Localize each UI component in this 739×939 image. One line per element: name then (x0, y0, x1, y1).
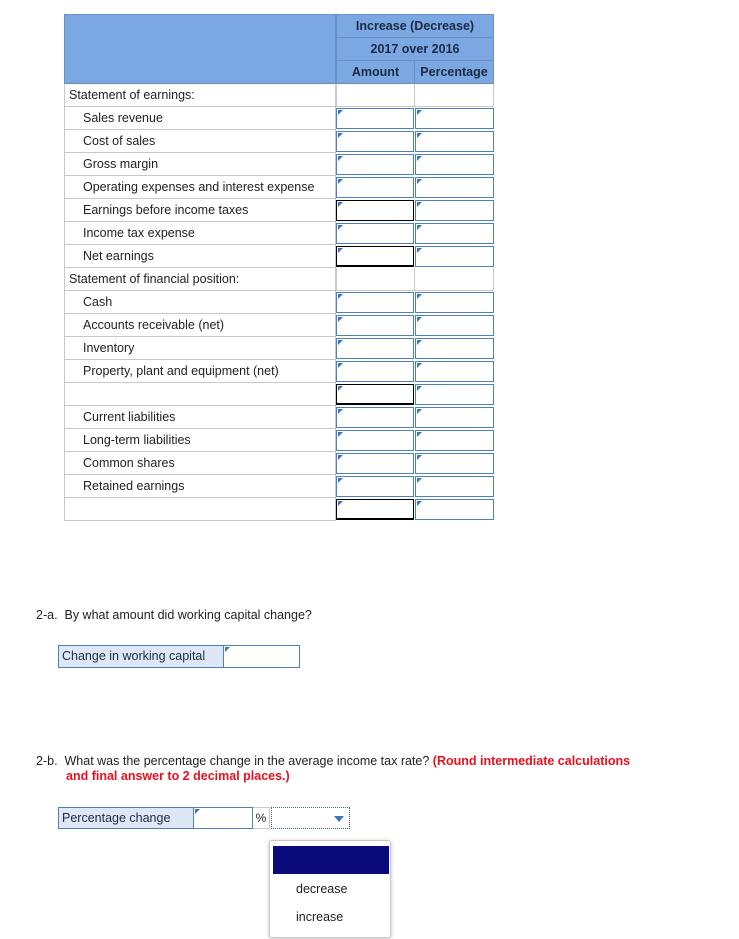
header-percentage-label: Percentage (420, 65, 488, 79)
increase-decrease-dropdown[interactable] (271, 807, 350, 829)
row-label: Accounts receivable (net) (83, 318, 225, 332)
amount-cell-empty (336, 84, 415, 107)
question-2b-instruction-2: and final answer to 2 decimal places.) (66, 769, 290, 783)
amount-input[interactable] (336, 108, 414, 129)
question-2b-text: What was the percentage change in the average income tax rate? (64, 754, 430, 768)
row-label: Statement of financial position: (69, 272, 240, 286)
percentage-input[interactable] (415, 476, 494, 497)
header-line1: Increase (Decrease) (355, 19, 475, 33)
row-label: Cost of sales (83, 134, 156, 148)
header-year-compare (336, 37, 494, 61)
amount-input[interactable] (336, 177, 414, 198)
working-capital-label-box (58, 645, 224, 668)
header-line2: 2017 over 2016 (370, 42, 460, 56)
amount-input[interactable] (336, 246, 414, 267)
percentage-input[interactable] (415, 246, 494, 267)
row-label: Current liabilities (83, 410, 176, 424)
row-label: Income tax expense (83, 226, 195, 240)
percentage-change-label-box (58, 807, 194, 829)
table-row (64, 360, 336, 383)
amount-input[interactable] (336, 154, 414, 175)
table-row (64, 452, 336, 475)
amount-input[interactable] (336, 338, 414, 359)
percentage-change-label: Percentage change (62, 811, 171, 825)
amount-input[interactable] (336, 200, 414, 221)
header-increase-decrease (336, 14, 494, 38)
dropdown-option-blank[interactable] (273, 846, 389, 874)
amount-input[interactable] (336, 407, 414, 428)
amount-input[interactable] (336, 361, 414, 382)
percentage-input[interactable] (415, 453, 494, 474)
dropdown-option-decrease-label: decrease (296, 882, 348, 896)
amount-input[interactable] (336, 223, 414, 244)
row-label: Property, plant and equipment (net) (83, 364, 279, 378)
question-2b-instruction-1: (Round intermediate calculations (432, 754, 631, 768)
row-label: Net earnings (83, 249, 154, 263)
percent-sign-cell (253, 807, 270, 829)
table-row (64, 153, 336, 176)
table-row (64, 176, 336, 199)
table-row (64, 291, 336, 314)
table-header-blank (64, 14, 336, 84)
question-2b (36, 754, 696, 784)
table-row (64, 130, 336, 153)
question-2a (36, 608, 312, 622)
percentage-change-input[interactable] (193, 807, 253, 829)
table-row (64, 429, 336, 452)
amount-input[interactable] (336, 384, 414, 405)
dropdown-option-decrease[interactable] (296, 882, 347, 896)
percentage-cell-empty (414, 268, 494, 291)
header-percentage (414, 60, 494, 84)
amount-input[interactable] (336, 453, 414, 474)
working-capital-label: Change in working capital (62, 649, 206, 663)
percentage-input[interactable] (415, 108, 494, 129)
table-row (64, 268, 336, 291)
percentage-cell-empty (414, 84, 494, 107)
table-row (64, 245, 336, 268)
percentage-input[interactable] (415, 154, 494, 175)
table-row (64, 222, 336, 245)
amount-input[interactable] (336, 315, 414, 336)
row-label: Common shares (83, 456, 175, 470)
percentage-input[interactable] (415, 223, 494, 244)
header-amount-label: Amount (351, 65, 400, 79)
row-label: Sales revenue (83, 111, 163, 125)
percentage-input[interactable] (415, 177, 494, 198)
percentage-input[interactable] (415, 384, 494, 405)
amount-input[interactable] (336, 476, 414, 497)
amount-input[interactable] (336, 131, 414, 152)
table-row (64, 406, 336, 429)
percentage-input[interactable] (415, 315, 494, 336)
percentage-input[interactable] (415, 499, 494, 520)
row-label: Retained earnings (83, 479, 185, 493)
header-amount (336, 60, 415, 84)
question-2a-number: 2-a. (36, 608, 58, 622)
dropdown-menu (269, 840, 391, 938)
table-row (64, 475, 336, 498)
row-label: Operating expenses and interest expense (83, 180, 315, 194)
percentage-input[interactable] (415, 361, 494, 382)
amount-cell-empty (336, 268, 415, 291)
percentage-input[interactable] (415, 407, 494, 428)
row-label: Inventory (83, 341, 135, 355)
working-capital-input[interactable] (223, 645, 300, 668)
percentage-input[interactable] (415, 338, 494, 359)
percent-sign: % (255, 811, 267, 825)
row-label: Gross margin (83, 157, 159, 171)
row-label: Long-term liabilities (83, 433, 191, 447)
table-row (64, 314, 336, 337)
table-row (64, 199, 336, 222)
table-row (64, 337, 336, 360)
amount-input[interactable] (336, 430, 414, 451)
question-2b-number: 2-b. (36, 754, 58, 768)
row-label: Cash (83, 295, 113, 309)
table-row (64, 498, 336, 521)
table-row (64, 383, 336, 406)
amount-input[interactable] (336, 499, 414, 520)
dropdown-option-increase[interactable] (296, 910, 343, 924)
row-label: Earnings before income taxes (83, 203, 249, 217)
chevron-down-icon (334, 816, 344, 822)
table-row (64, 107, 336, 130)
percentage-input[interactable] (415, 131, 494, 152)
percentage-input[interactable] (415, 430, 494, 451)
percentage-input[interactable] (415, 200, 494, 221)
table-row (64, 84, 336, 107)
question-2a-text: By what amount did working capital change? (64, 608, 312, 622)
dropdown-option-increase-label: increase (296, 910, 344, 924)
row-label: Statement of earnings: (69, 88, 195, 102)
amount-input[interactable] (336, 292, 414, 313)
percentage-input[interactable] (415, 292, 494, 313)
